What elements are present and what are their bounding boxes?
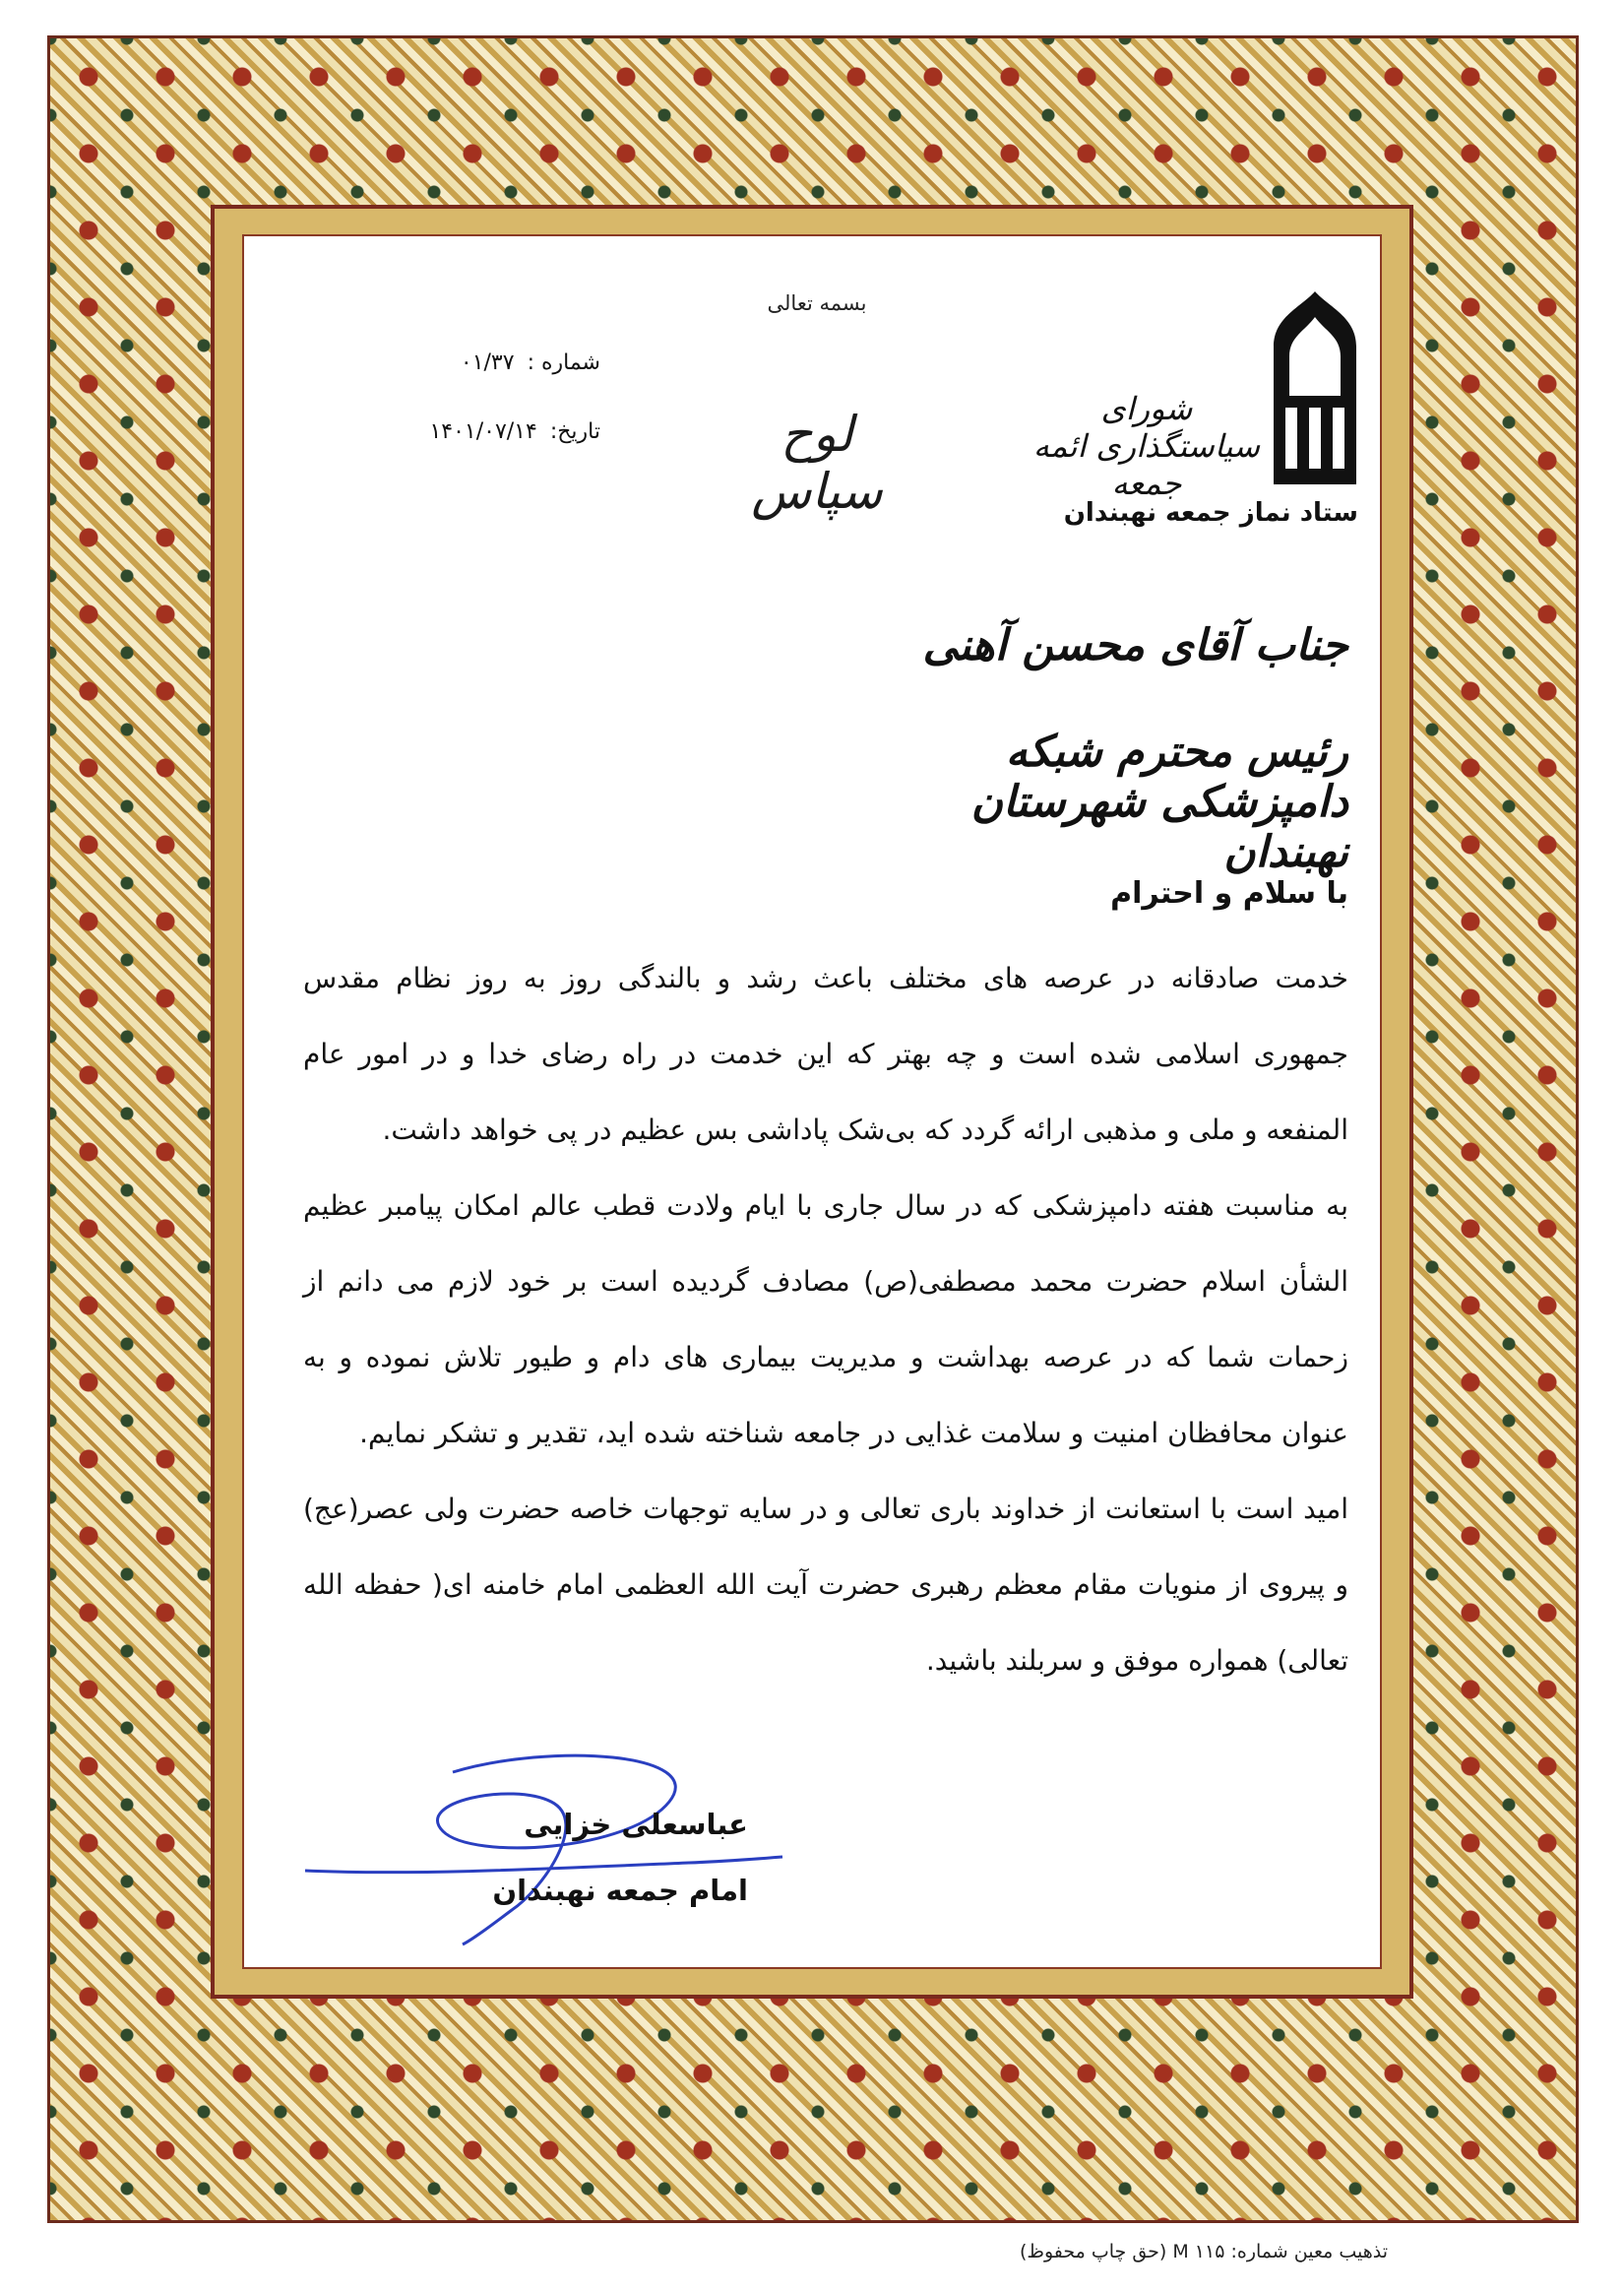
reference-number: [394, 350, 600, 375]
org-name: ستاد نماز جمعه نهبندان: [1063, 498, 1358, 528]
greeting: با سلام و احترام: [1110, 876, 1348, 911]
date-label: تاریخ:: [549, 419, 600, 444]
recipient-position: رئیس محترم شبکه دامپزشکی شهرستان نهبندان: [970, 727, 1348, 877]
reference-date: [394, 419, 600, 444]
print-footer: تذهیب معین شماره: M ۱۱۵ (حق چاپ محفوظ): [1019, 2241, 1388, 2262]
number-value: ۰۱/۳۷: [460, 350, 515, 375]
handwritten-signature: [295, 1743, 787, 1959]
mosque-emblem-icon: [1270, 287, 1360, 494]
basmala: بسمه تعالی: [767, 291, 867, 315]
paragraph-2: به مناسبت هفته دامپزشکی که در سال جاری با ایام ولادت قطب عالم امکان پیامبر عظیم الشأن اسلام حضرت محمد مصطفی(ص) مصادف گردیده است بر خود لازم می دانم از زحمات شما که در عرصه بهداشت و مدیریت بیماری های دام و طیور تلاش نموده و به عنوان محافظان امنیت و سلامت غذایی در جامعه شناخته شده اید، تقدیر و تشکر نمایم.: [303, 1189, 1348, 1449]
letter-body: [303, 876, 1348, 1698]
certificate-title: لوح سپاس: [751, 406, 883, 520]
signer-name: عباسعلی خزایی: [524, 1808, 748, 1841]
paragraph-1: خدمت صادقانه در عرصه های مختلف باعث رشد و بالندگی روز به روز نظام مقدس جمهوری اسلامی شده است و چه بهتر که این خدمت در راه رضای خدا و در امور عام المنفعه و ملی و مذهبی ارائه گردد که بی‌شک پاداشی بس عظیم در پی خواهد داشت.: [303, 962, 1348, 1146]
recipient-name: جناب آقای محسن آهنی: [922, 620, 1348, 670]
org-calligraphy: شورای سیاستگذاری ائمه جمعه: [1032, 390, 1261, 502]
signer-title: امام جمعه نهبندان: [492, 1874, 748, 1907]
number-label: شماره :: [527, 350, 600, 375]
date-value: ۱۴۰۱/۰۷/۱۴: [429, 419, 537, 444]
paragraph-3: امید است با استعانت از خداوند باری تعالی و در سایه توجهات خاصه حضرت ولی عصر(عج) و پیروی از منویات مقام معظم رهبری حضرت آیت الله العظمی امام خامنه ای( حفظه الله تعالی) همواره موفق و سربلند باشید.: [303, 1493, 1348, 1677]
